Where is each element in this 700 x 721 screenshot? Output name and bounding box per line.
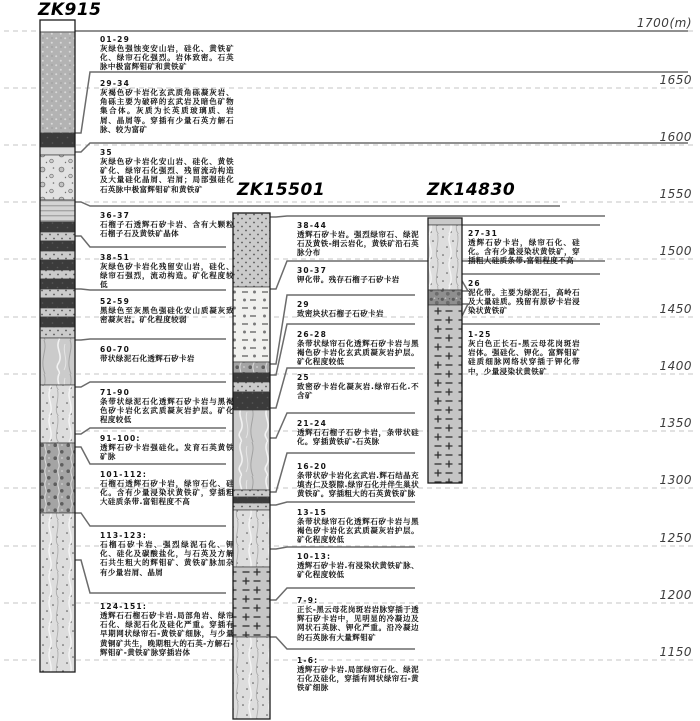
log-entry [297,419,419,446]
leader-line [75,202,560,206]
entry-interval: 113-123: [100,531,148,540]
entry-interval: 35 [100,148,113,157]
depth-label: 1200 [659,588,692,602]
lith-segment-diopside-skarn [40,513,75,672]
log-entry [297,300,419,318]
log-entry [100,434,234,461]
lith-segment-collar [40,20,75,32]
leader-line [75,339,226,340]
entry-interval: 13-15 [297,508,327,517]
depth-label: 1400 [659,359,692,373]
entry-text: 致密块状石榴子石矽卡岩 [297,309,384,318]
entry-text: 透辉石石榴石矽卡岩.局部角岩、绿帘石化、绿泥石化及硅化严重。穿插有早期网状绿帘石-黄铁矿细脉，与少量黄铜矿共生，晚期粗大的石英-方解石-辉钼矿-黄铁矿脉穿插岩体 [100,611,234,657]
lith-segment-dark-tuff [40,222,75,232]
entry-text: 灰绿色强蚀变安山岩，硅化、黄铁矿化、绿帘石化强烈。岩体致密。石英脉中极富辉钼矿和黄铁矿 [100,44,234,72]
entry-text: 石榴石矽卡岩、强烈绿泥石化、钾化、硅化及碳酸盐化，与石英及方解石共生粗大的辉钼矿、黄铁矿脉加杂有少量岩屑、晶屑 [100,540,234,577]
log-entry [100,531,234,577]
log-entry [100,602,234,657]
depth-label: 1650 [659,73,692,87]
log-entry [100,35,234,72]
depth-label: 1550 [659,187,692,201]
entry-text: 正长-黑云母花岗斑岩岩脉穿插于透辉石矽卡岩中，见明显的冷凝边及网状石英脉、钾化严重。沿冷凝边的石英脉有大量辉钼矿 [297,605,420,642]
entry-text: 黑绿色至灰黑色强硅化安山质凝灰致密凝灰岩。矿化程度较弱 [100,306,234,325]
lith-segment-tuff-dots [40,251,75,260]
entry-text: 石榴石透辉石矽卡岩，绿帘石化、硅化。含有少量浸染状黄铁矿，穿插粗大硅质条带.富钼程度不高 [100,479,234,507]
entry-interval: 71-90 [100,388,130,397]
lith-segment-dark-tuff [233,392,270,410]
entry-interval: 26 [468,279,481,288]
lith-segment-dark-tuff [40,298,75,308]
borehole-title: ZK14830 [427,180,516,200]
lith-segment-dark-tuff [40,241,75,251]
entry-interval: 21-24 [297,419,327,428]
lith-segment-tuff-dots [40,327,75,338]
lith-segment-dark-tuff [40,260,75,270]
entry-interval: 30-37 [297,266,327,275]
entry-interval: 1-6: [297,656,319,665]
lith-segment-diopside-skarn [40,385,75,443]
log-entry [297,596,419,642]
log-entry [297,373,419,400]
log-entry [297,266,419,284]
entry-interval: 16-20 [297,462,327,471]
entry-interval: 7-9: [297,596,319,605]
lith-segment-light-band [40,147,75,155]
entry-text: 条带状绿帘石化透辉石矽卡岩与黑褐色矽卡岩化玄武质凝灰岩护层。矿化程度较低 [297,339,419,367]
log-entry [297,508,419,545]
entry-interval: 52-59 [100,297,130,306]
leader-line [270,216,605,217]
lith-segment-laminated [40,200,75,222]
lith-segment-tuff-dots [40,308,75,317]
log-entry [297,462,419,499]
lith-segment-tuff-dots [233,382,270,392]
entry-text: 灰绿色矽卡岩化安山岩、硅化、黄铁矿化、绿帘石化强烈、残留流动构造及大量硅化晶屑、岩屑；局部强硅化石英脉中极富辉钼矿和黄铁矿 [100,157,234,194]
lith-segment-tuff-dots [40,232,75,241]
lith-segment-chlorite-skarn [233,410,270,490]
leader-line [270,502,415,505]
entry-text: 透辉石矽卡岩，绿帘石化、硅化。含有少量浸染状黄铁矿，穿插粗大硅质条带.富钼程度不高 [468,238,580,266]
entry-text: 石榴子石透辉石矽卡岩、含有大颗粒石榴子石及黄铁矿晶体 [100,220,234,239]
log-entry [468,279,580,316]
depth-label: 1700(m) [636,16,692,30]
depth-label: 1150 [659,645,692,659]
log-entry [468,229,580,266]
leader-line [75,382,226,387]
entry-interval: 29-34 [100,79,130,88]
lith-segment-porphyry [233,567,270,637]
log-entry [297,221,419,258]
entry-interval: 01-29 [100,35,130,44]
log-entry [468,330,580,376]
lith-segment-breccia [40,155,75,200]
leader-line [75,513,226,526]
entry-text: 透辉石矽卡岩.局部绿帘石化、绿泥石化及硅化，穿插有网状绿帘石-黄铁矿细脉 [297,665,420,693]
entry-text: 透辉石石榴子石矽卡岩，条带状硅化。穿插黄铁矿-石英脉 [297,428,419,447]
entry-interval: 38-51 [100,253,130,262]
lith-segment-diopside-skarn [233,637,270,719]
lith-segment-potassic [233,287,270,362]
lith-segment-dark-tuff [233,373,270,382]
entry-interval: 101-112: [100,470,148,479]
log-entry [100,211,234,238]
entry-interval: 26-28 [297,330,327,339]
depth-label: 1300 [659,473,692,487]
depth-label: 1450 [659,302,692,316]
lith-segment-tuff-dots [233,503,270,510]
log-entry [297,552,419,579]
depth-label: 1500 [659,244,692,258]
entry-interval: 60-70 [100,345,130,354]
log-entry [100,253,234,290]
entry-interval: 124-151: [100,602,148,611]
entry-interval: 27-31 [468,229,498,238]
entry-interval: 91-100: [100,434,141,443]
lith-segment-clay [428,290,462,305]
entry-text: 条带状绿泥石化透辉石矽卡岩与黑褐色矽卡岩化玄武质凝灰岩护层。矿化程度较低 [100,397,234,425]
lith-segment-diopside-skarn [233,510,270,567]
borehole-title: ZK15501 [237,180,326,200]
lith-segment-dark-tuff [40,317,75,327]
lith-segment-tuff-dots [40,270,75,279]
lith-segment-tuff-dots [233,213,270,287]
lith-segment-garnet-skarn [233,362,270,373]
lith-segment-diopside-skarn [428,225,462,290]
log-entry [100,148,234,194]
lith-segment-andesite [40,32,75,133]
entry-text: 条带状绿帘石化透辉石矽卡岩与黑褐色矽卡岩化玄武质凝灰岩护层。矿化程度较低 [297,517,419,545]
lith-segment-dark-tuff [40,279,75,289]
entry-text: 致密矽卡岩化凝灰岩.绿帘石化.不含矿 [297,382,419,401]
entry-text: 灰白色正长石-黑云母花岗斑岩岩体。强硅化、钾化。富辉钼矿硅质细脉网络状穿插于钾化带中，少量浸染状黄铁矿 [468,339,580,376]
borehole-title: ZK915 [38,0,102,20]
entry-text: 泥化带。主要为绿泥石，高岭石及大量硅质。残留有原矽卡岩浸染状黄铁矿 [468,288,580,316]
entry-interval: 1-25 [468,330,492,339]
entry-text: 透辉石矽卡岩强硅化。发育石英黄铁矿脉 [100,443,234,462]
entry-text: 灰绿色矽卡岩化残留安山岩，硅化、绿帘石强烈，流动构造。矿化程度较低 [100,262,234,290]
lith-segment-gray-cap [428,218,462,225]
log-entry [297,330,419,367]
lith-segment-tuff-dots [233,490,270,497]
lith-segment-dark-tuff [233,497,270,503]
entry-interval: 36-37 [100,211,130,220]
entry-interval: 10-13: [297,552,332,561]
entry-interval: 25 [297,373,310,382]
entry-interval: 29 [297,300,310,309]
leader-line [270,547,415,549]
log-entry [100,345,234,363]
lith-segment-dark-tuff [40,133,75,147]
entry-text: 钾化带。残存石榴子石矽卡岩 [297,275,400,284]
depth-label: 1250 [659,531,692,545]
depth-label: 1350 [659,416,692,430]
depth-label: 1600 [659,130,692,144]
log-entry [100,79,234,134]
lith-segment-porphyry [428,305,462,483]
log-entry [100,388,234,425]
lith-segment-chlorite-skarn [40,338,75,385]
entry-text: 带状绿泥石化透辉石矽卡岩 [100,354,195,363]
log-entry [100,470,234,507]
entry-text: 透辉石矽卡岩.有浸染状黄铁矿脉、矿化程度较低 [297,561,419,580]
entry-text: 透辉石矽卡岩。强烈绿帘石、绿泥石及黄铁-绢云岩化，黄铁矿沿石英脉分布 [297,230,420,258]
lith-segment-garnet-skarn [40,443,75,513]
entry-interval: 38-44 [297,221,327,230]
log-entry [297,656,419,693]
entry-text: 条带状矽卡岩化玄武岩.辉石结晶充填杏仁及裂隙.绿帘石化并伴生巢状黄铁矿。穿插粗大的石英黄铁矿脉 [297,471,419,499]
lith-segment-tuff-dots [40,289,75,298]
entry-text: 灰褐色矽卡岩化玄武质角砾凝灰岩、角砾主要为破碎的玄武岩及暗色矿物集合体。灰质为长英质玻璃质、岩屑、晶屑等。穿插有少量石英方解石脉、较为富矿 [100,88,234,134]
log-entry [100,297,234,324]
